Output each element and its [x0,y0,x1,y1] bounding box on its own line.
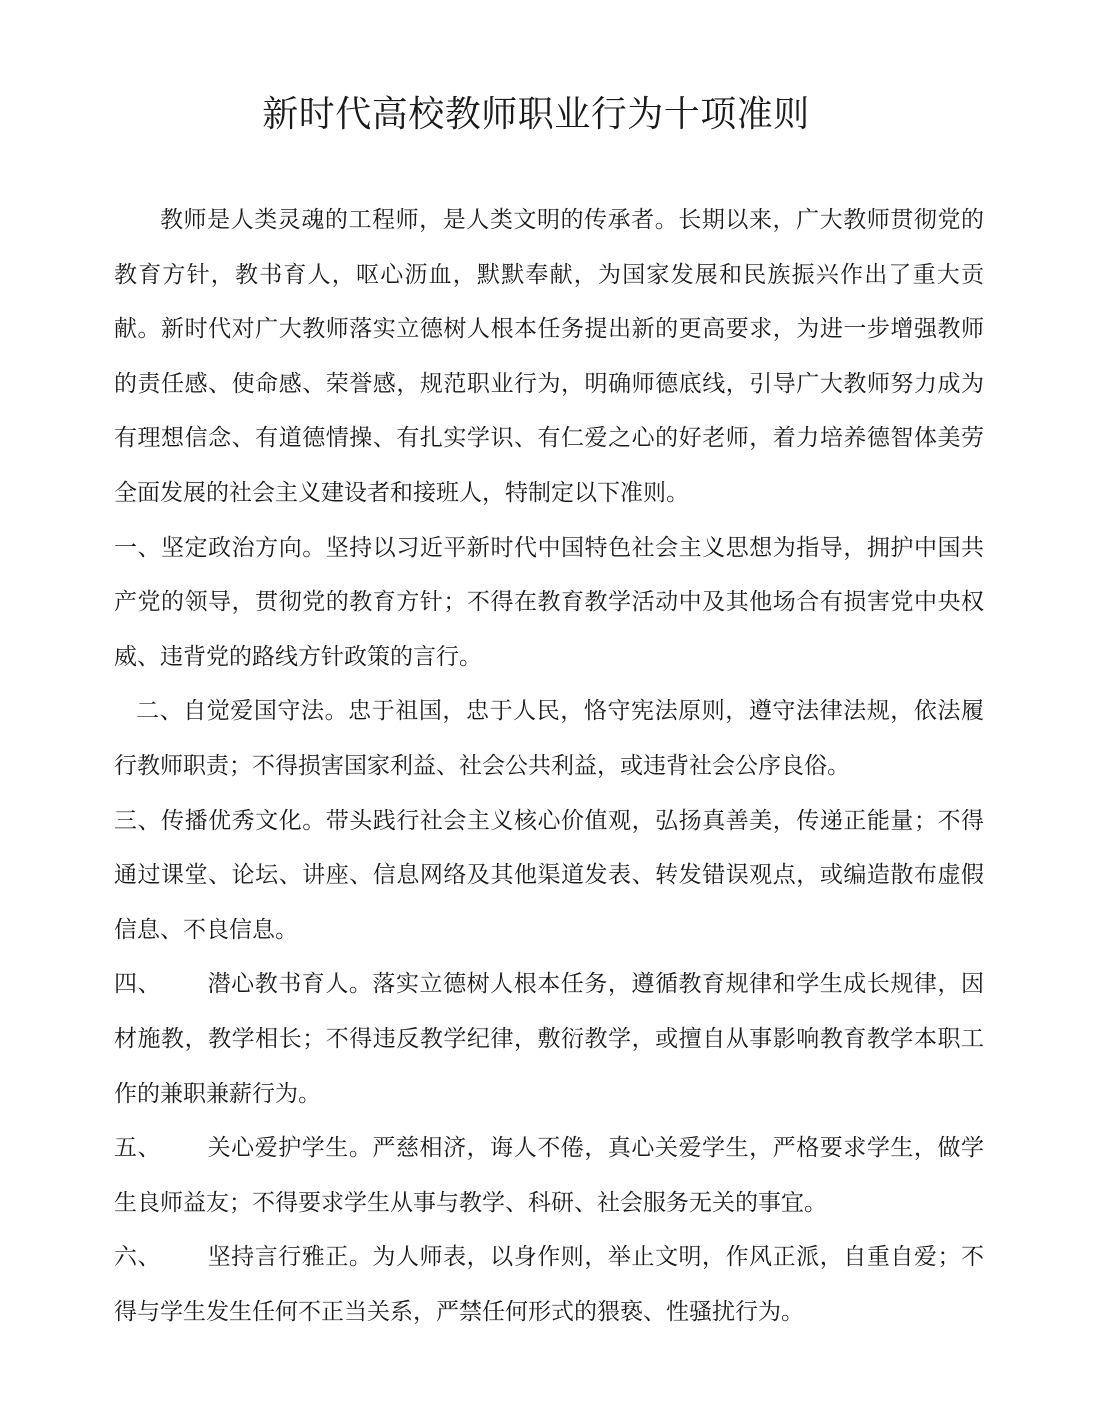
rule-item-6-number: 六、 [114,1244,162,1271]
document-title: 新时代高校教师职业行为十项准则 [262,94,810,135]
rule-item-4 [114,957,984,1121]
rule-item-4-number: 四、 [114,971,162,998]
rule-item-4-text: 潜心教书育人。落实立德树人根本任务，遵循教育规律和学生成长规律，因材施教，教学相长；不得违反教学纪律，敷衍教学，或擅自从事影响教育教学本职工作的兼职兼薪行为。 [114,971,985,1107]
document-body [114,193,984,1339]
rule-item-5 [114,1121,984,1230]
rule-item-6 [114,1230,984,1339]
intro-paragraph: 教师是人类灵魂的工程师，是人类文明的传承者。长期以来，广大教师贯彻党的教育方针，教书育人，呕心沥血，默默奉献，为国家发展和民族振兴作出了重大贡献。新时代对广大教师落实立德树人根本任务提出新的更高要求，为进一步增强教师的责任感、使命感、荣誉感，规范职业行为，明确师德底线，引导广大教师努力成为有理想信念、有道德情操、有扎实学识、有仁爱之心的好老师，着力培养德智体美劳全面发展的社会主义建设者和接班人，特制定以下准则。 [114,207,984,506]
rule-item-3: 三、传播优秀文化。带头践行社会主义核心价值观，弘扬真善美，传递正能量；不得通过课堂、论坛、讲座、信息网络及其他渠道发表、转发错误观点，或编造散布虚假信息、不良信息。 [114,807,984,943]
rule-item-2: 二、自觉爱国守法。忠于祖国，忠于人民，恪守宪法原则，遵守法律法规，依法履行教师职责；不得损害国家利益、社会公共利益，或违背社会公序良俗。 [114,698,984,779]
rule-item-1: 一、坚定政治方向。坚持以习近平新时代中国特色社会主义思想为指导，拥护中国共产党的领导，贯彻党的教育方针；不得在教育教学活动中及其他场合有损害党中央权威、违背党的路线方针政策的言行。 [114,534,984,670]
rule-item-5-number: 五、 [114,1135,162,1162]
rule-item-5-text: 关心爱护学生。严慈相济，诲人不倦，真心关爱学生，严格要求学生，做学生良师益友；不得要求学生从事与教学、科研、社会服务无关的事宜。 [114,1135,985,1216]
rule-item-6-text: 坚持言行雅正。为人师表，以身作则，举止文明，作风正派，自重自爱；不得与学生发生任何不正当关系，严禁任何形式的猥亵、性骚扰行为。 [114,1244,985,1325]
